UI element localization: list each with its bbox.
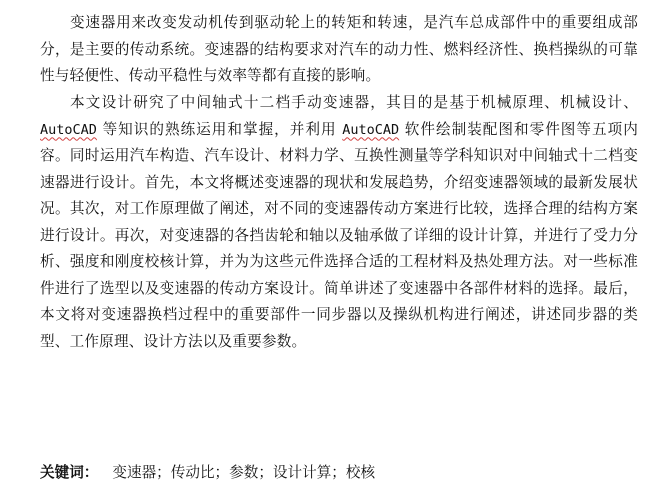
keywords-label: 关键词： xyxy=(40,464,99,481)
autocad-term-2: AutoCAD xyxy=(342,121,400,138)
keywords-text: 变速器；传动比；参数；设计计算；校核 xyxy=(112,464,376,481)
abstract-paragraph-1 xyxy=(40,10,638,90)
paragraph-2-text-part-3: 软件绘制装配图和零件图等五项内容。同时运用汽车构造、汽车设计、材料力学、互换性测量等学科知识对中间轴式十二档变速器进行设计。首先，本文将概述变速器的现状和发展趋势，介绍变速器领域的最新发展状况。其次，对工作原理做了阐述，对不同的变速器传动方案进行比较，选择合理的结构方案进行设计。再次，对变速器的各挡齿轮和轴以及轴承做了详细的设计计算，并进行了受力分析、强度和刚度校核计算，并为为这些元件选择合适的工程材料及热处理方法。对一些标准件进行了选型以及变速器的传动方案设计。简单讲述了变速器中各部件材料的选择。最后，本文将对变速器换档过程中的重要部件一同步器以及操纵机构进行阐述，讲述同步器的类型、工作原理、设计方法以及重要参数。 xyxy=(40,120,638,350)
paragraph-1-text: 变速器用来改变发动机传到驱动轮上的转矩和转速，是汽车总成部件中的重要组成部分，是主要的传动系统。变速器的结构要求对汽车的动力性、燃料经济性、换档操纵的可靠性与轻便性、传动平稳性与效率等都有直接的影响。 xyxy=(40,14,638,84)
paragraph-2-text-part-1: 本文设计研究了中间轴式十二档手动变速器，其目的是基于机械原理、机械设计、 xyxy=(70,94,638,111)
abstract-paragraph-2 xyxy=(40,90,638,355)
keywords-line xyxy=(40,460,375,486)
paragraph-2-text-part-2: 等知识的熟练运用和掌握，并利用 xyxy=(102,120,337,138)
autocad-term-1: AutoCAD xyxy=(40,121,97,138)
